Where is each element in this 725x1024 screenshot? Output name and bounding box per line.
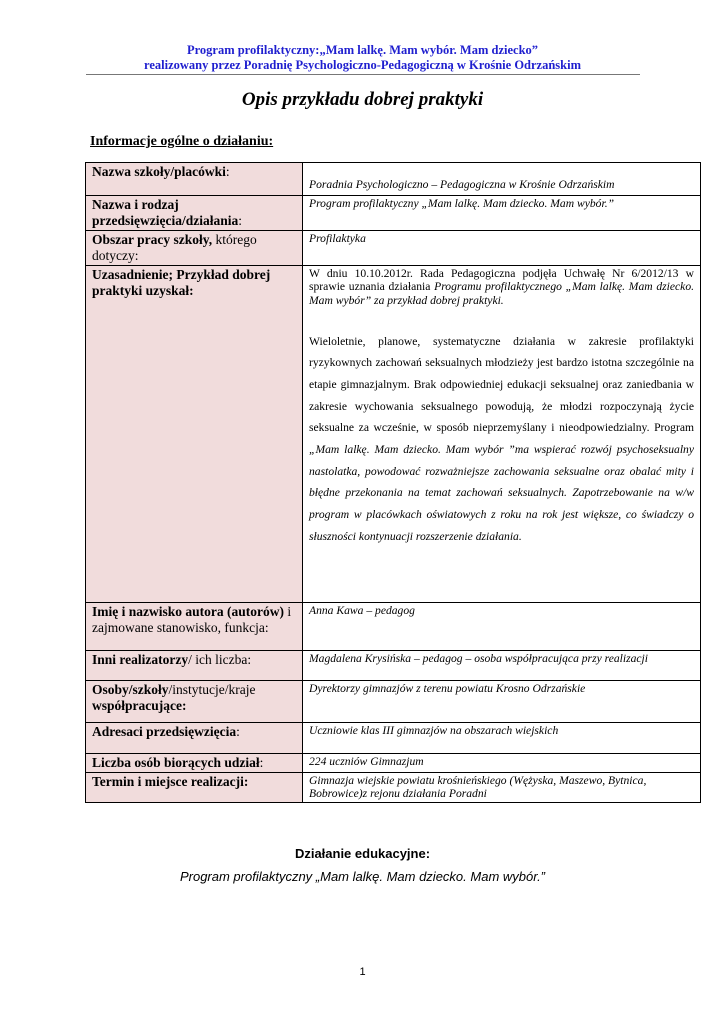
table-row bbox=[86, 196, 701, 231]
row-value-realizers: Magdalena Krysińska – pedagog – osoba współpracująca przy realizacji bbox=[303, 650, 701, 680]
table-row bbox=[86, 163, 701, 196]
info-table bbox=[85, 162, 701, 803]
table-row bbox=[86, 265, 701, 602]
row-value-project: Program profilaktyczny „Mam lalkę. Mam dziecko. Mam wybór.” bbox=[303, 196, 701, 231]
section-subtitle: Informacje ogólne o działaniu: bbox=[90, 134, 274, 149]
row-label-addressees: Adresaci przedsięwzięcia: bbox=[86, 722, 303, 753]
row-label-author: Imię i nazwisko autora (autorów) i zajmowane stanowisko, funkcja: bbox=[86, 602, 303, 650]
document-title: Opis przykładu dobrej praktyki bbox=[241, 89, 484, 110]
table-row bbox=[86, 772, 701, 802]
table-row bbox=[86, 602, 701, 650]
row-label-participants: Liczba osób biorących udział: bbox=[86, 753, 303, 772]
header-divider bbox=[86, 74, 640, 75]
justification-paragraph-2: Wieloletnie, planowe, systematyczne działania w zakresie profilaktyki ryzykownych zachowań seksualnych młodzieży jest bardzo istotna szczególnie na etapie gimnazjalnym. Brak odpowiedniej edukacji seksualnej oraz zaniedbania w zakresie wychowania seksualnego powodują, że młodzi rozpoczynają życie seksualne za wcześnie, w sposób nieprzemyślany i nieodpowiedzialny. Program „Mam lalkę. Mam dziecko. Mam wybór ”ma wspierać rozwój psychoseksualny nastolatka, powodować rozważniejsze zachowania seksualne oraz obalać mity i błędne przekonania na temat zachowań seksualnych. Zapotrzebowanie na w/w program w placówkach oświatowych z roku na rok jest większe, co świadczy o słuszności kontynuacji rozszerzenie działania. bbox=[309, 334, 694, 543]
table-row bbox=[86, 753, 701, 772]
row-value-term-place: Gimnazja wiejskie powiatu krośnieńskiego (Wężyska, Maszewo, Bytnica, Bobrowice)z rejonu działania Poradni bbox=[303, 772, 701, 802]
table-row bbox=[86, 230, 701, 265]
row-label-term-place: Termin i miejsce realizacji: bbox=[86, 772, 303, 802]
section-subtitle-program: Program profilaktyczny „Mam lalkę. Mam dziecko. Mam wybór.” bbox=[179, 869, 546, 884]
row-label-justification: Uzasadnienie; Przykład dobrej praktyki uzyskał: bbox=[86, 265, 303, 602]
row-value-justification bbox=[303, 265, 701, 602]
row-label-realizers: Inni realizatorzy/ ich liczba: bbox=[86, 650, 303, 680]
table-row bbox=[86, 650, 701, 680]
row-value-school: Poradnia Psychologiczno – Pedagogiczna w Krośnie Odrzańskim bbox=[303, 163, 701, 196]
justification-paragraph-1: W dniu 10.10.2012r. Rada Pedagogiczna podjęła Uchwałę Nr 6/2012/13 w sprawie uznania działania Programu profilaktycznego „Mam lalkę. Mam dziecko. Mam wybór” za przykład dobrej praktyki. bbox=[309, 266, 695, 308]
row-label-project: Nazwa i rodzaj przedsięwzięcia/działania: bbox=[86, 196, 303, 231]
row-label-area: Obszar pracy szkoły, którego dotyczy: bbox=[86, 230, 303, 265]
row-value-participants: 224 uczniów Gimnazjum bbox=[303, 753, 701, 772]
header-line-1: Program profilaktyczny:„Mam lalkę. Mam wybór. Mam dziecko” bbox=[186, 43, 539, 57]
table-row bbox=[86, 680, 701, 722]
page-number: 1 bbox=[359, 966, 366, 978]
table-row bbox=[86, 722, 701, 753]
row-label-partners: Osoby/szkoły/instytucje/kraje współpracujące: bbox=[86, 680, 303, 722]
row-value-partners: Dyrektorzy gimnazjów z terenu powiatu Krosno Odrzańskie bbox=[303, 680, 701, 722]
row-label-school: Nazwa szkoły/placówki: bbox=[86, 163, 303, 196]
section-title-educational: Działanie edukacyjne: bbox=[294, 846, 431, 861]
row-value-area: Profilaktyka bbox=[303, 230, 701, 265]
row-value-author: Anna Kawa – pedagog bbox=[303, 602, 701, 650]
row-value-addressees: Uczniowie klas III gimnazjów na obszarach wiejskich bbox=[303, 722, 701, 753]
header-line-2: realizowany przez Poradnię Psychologiczno-Pedagogiczną w Krośnie Odrzańskim bbox=[144, 58, 581, 72]
